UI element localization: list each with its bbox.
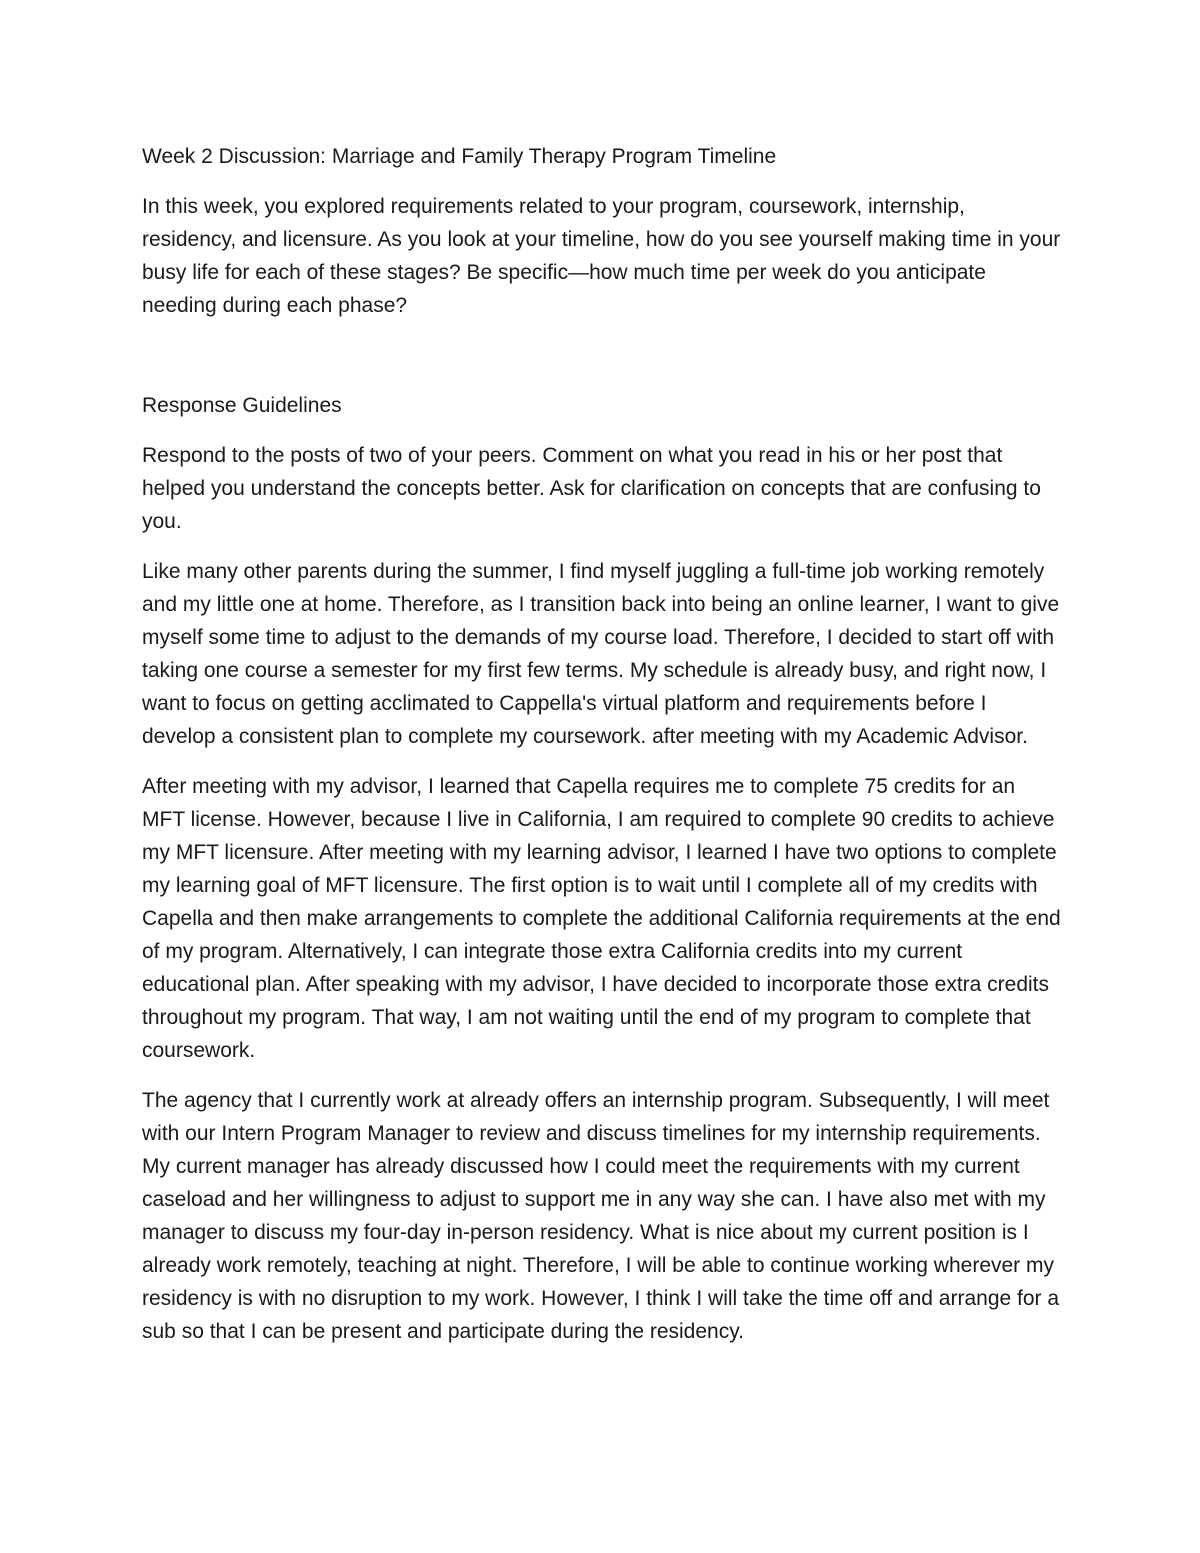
- section-spacer: [142, 339, 1062, 389]
- guidelines-heading: Response Guidelines: [142, 394, 342, 417]
- discussion-prompt: In this week, you explored requirements related to your program, coursework, internship, residency, and licensure. As you look at your timeline, how do you see yourself making time in your busy life for each of these stages? Be specific—how much time per week do you anticipate needing during each phase?: [142, 195, 1061, 317]
- document-body: [142, 140, 1062, 1365]
- response-paragraph: The agency that I currently work at already offers an internship program. Subsequently, I will meet with our Intern Program Manager to review and discuss timelines for my internship requirements. My current manager has already discussed how I could meet the requirements with my current caseload and her willingness to adjust to support me in any way she can. I have also met with my manager to discuss my four-day in-person residency. What is nice about my current position is I already work remotely, teaching at night. Therefore, I will be able to continue working wherever my residency is with no disruption to my work. However, I think I will take the time off and arrange for a sub so that I can be present and participate during the residency.: [142, 1089, 1060, 1343]
- guidelines-text: Respond to the posts of two of your peers. Comment on what you read in his or her post that helped you understand the concepts better. Ask for clarification on concepts that are confusing to you.: [142, 444, 1041, 533]
- response-paragraph: After meeting with my advisor, I learned that Capella requires me to complete 75 credits for an MFT license. However, because I live in California, I am required to complete 90 credits to achieve my MFT licensure. After meeting with my learning advisor, I learned I have two options to complete my learning goal of MFT licensure. The first option is to wait until I complete all of my credits with Capella and then make arrangements to complete the additional California requirements at the end of my program. Alternatively, I can integrate those extra California credits into my current educational plan. After speaking with my advisor, I have decided to incorporate those extra credits throughout my program. That way, I am not waiting until the end of my program to complete that coursework.: [142, 775, 1061, 1062]
- response-paragraph: Like many other parents during the summer, I find myself juggling a full-time job working remotely and my little one at home. Therefore, as I transition back into being an online learner, I want to give myself some time to adjust to the demands of my course load. Therefore, I decided to start off with taking one course a semester for my first few terms. My schedule is already busy, and right now, I want to focus on getting acclimated to Cappella's virtual platform and requirements before I develop a consistent plan to complete my coursework. after meeting with my Academic Advisor.: [142, 560, 1060, 748]
- discussion-title: Week 2 Discussion: Marriage and Family Therapy Program Timeline: [142, 145, 777, 168]
